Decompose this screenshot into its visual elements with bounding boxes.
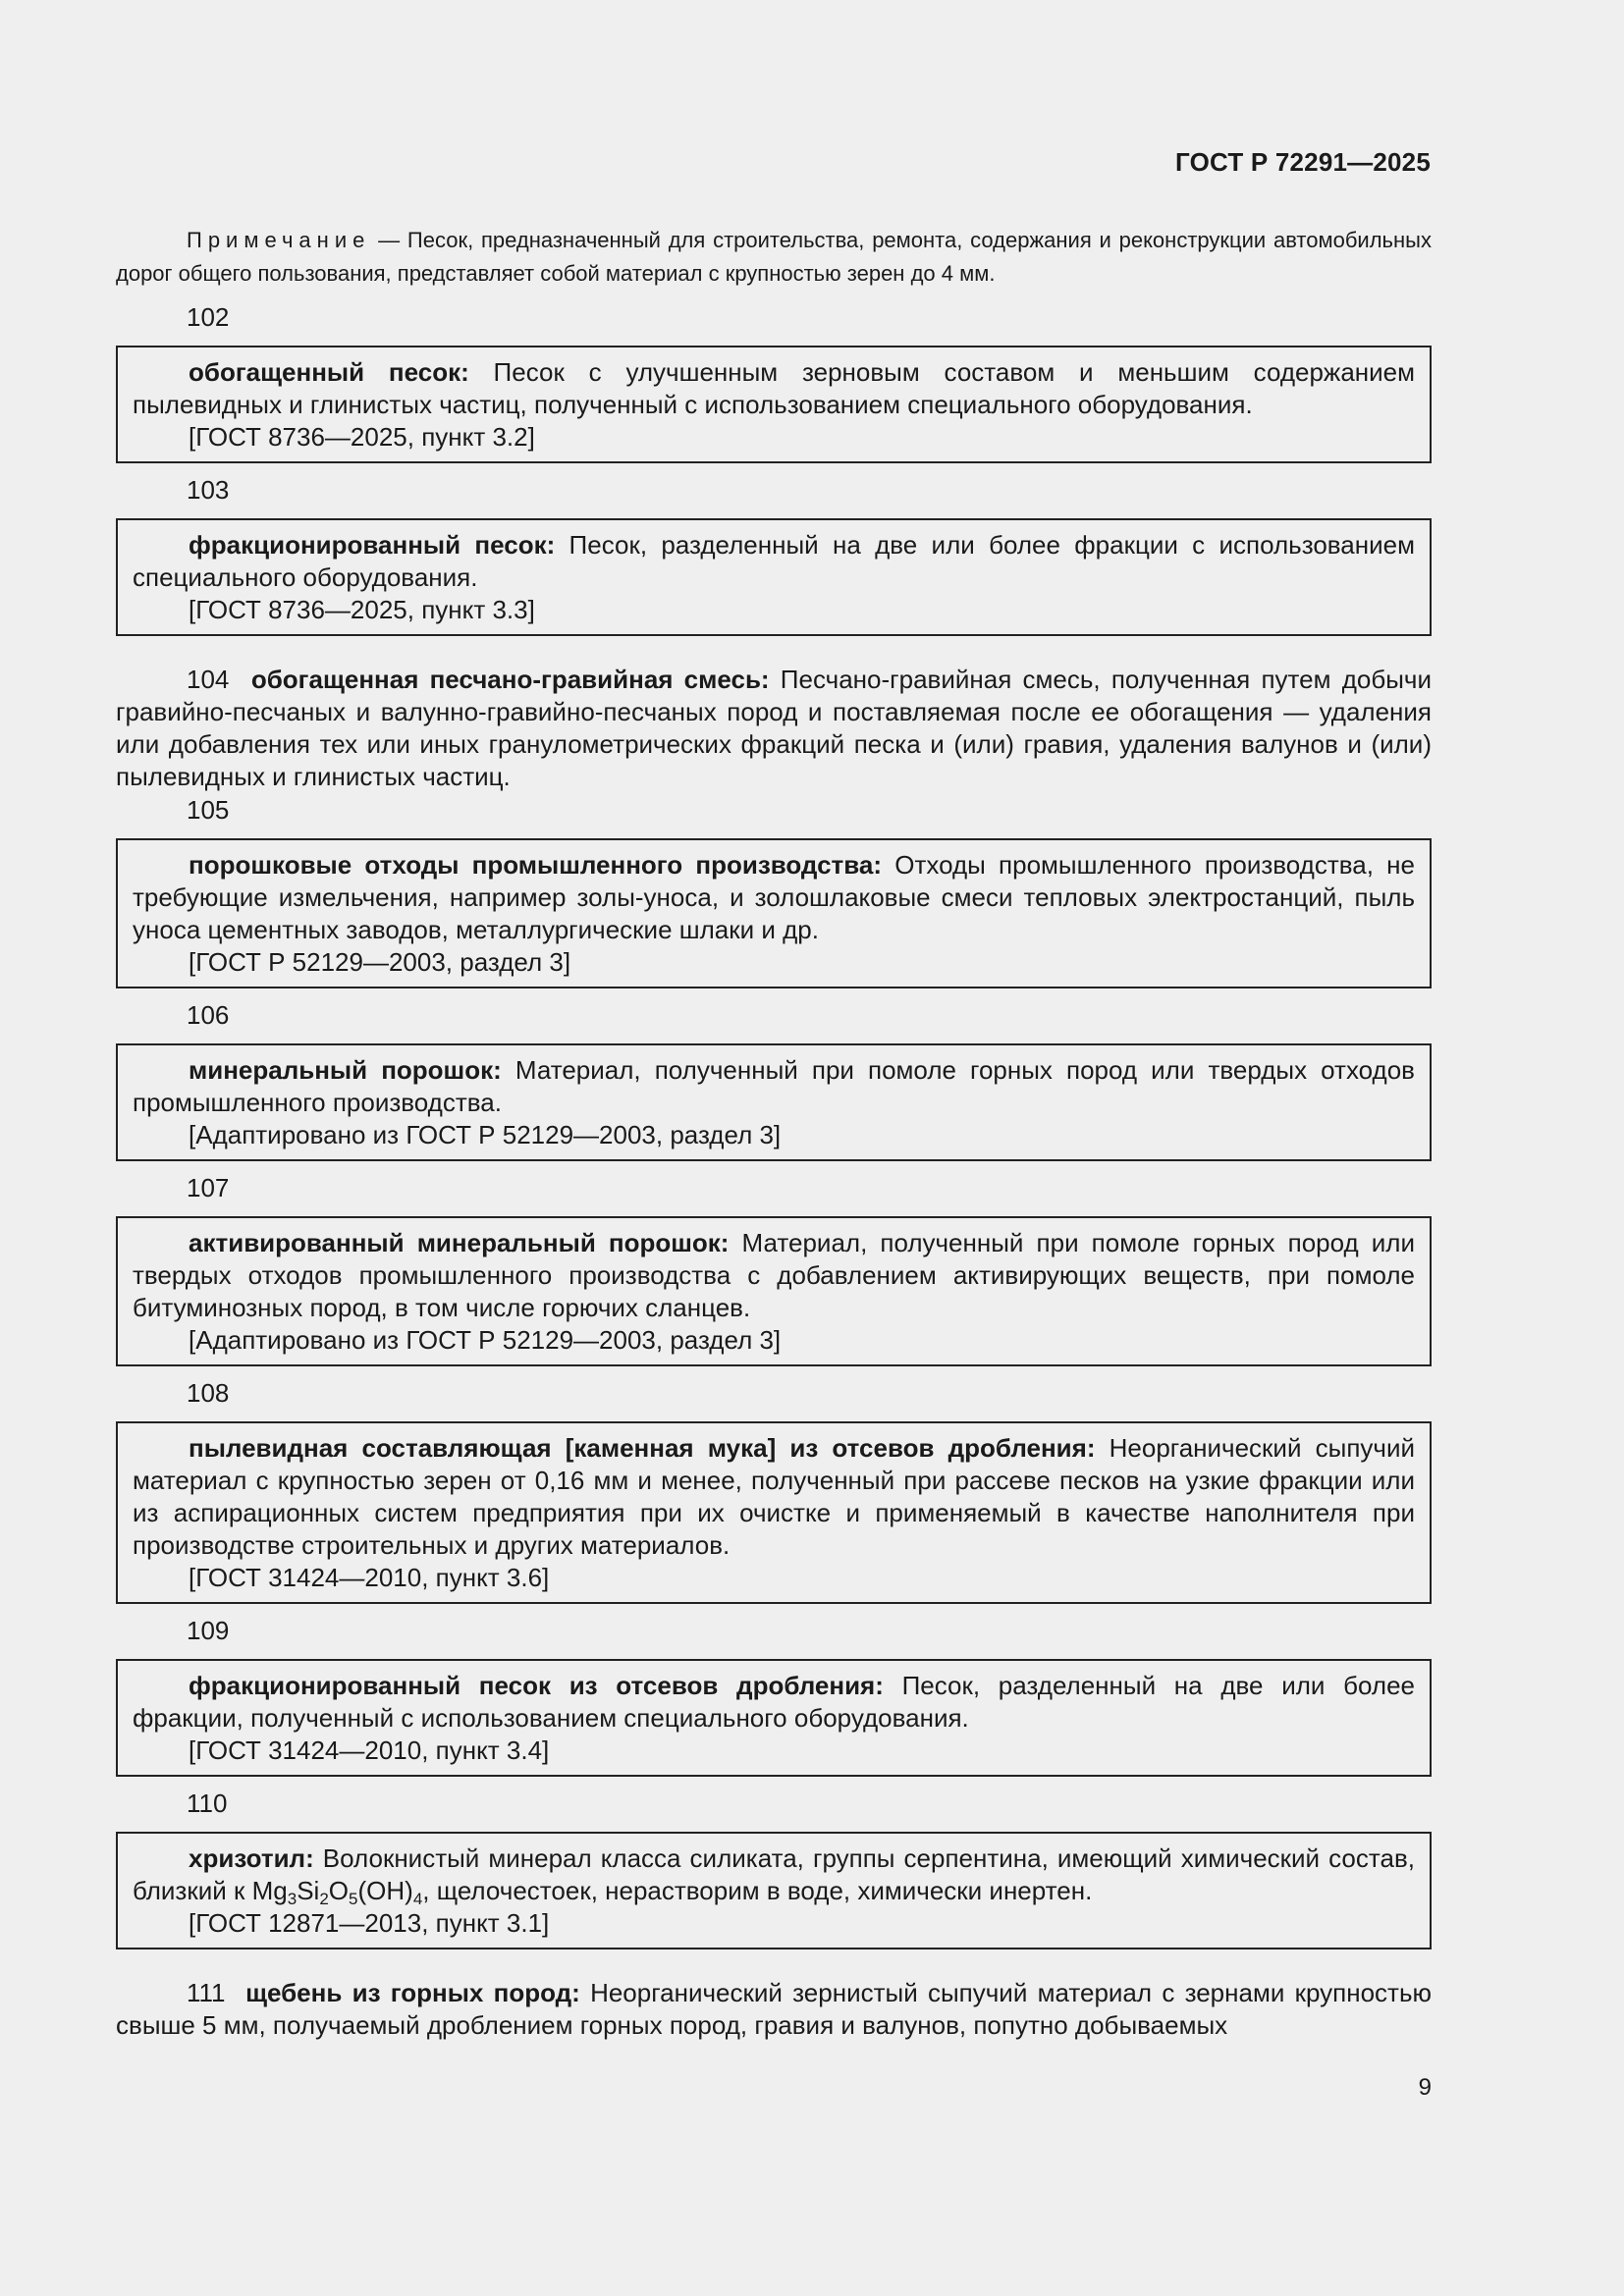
term-definition [133,356,1415,421]
term-source: [ГОСТ 8736—2025, пункт 3.2] [189,422,535,452]
term-box [116,1421,1432,1604]
term-name: хризотил: [189,1843,314,1873]
entry-number: 107 [187,1173,230,1202]
entry-number: 109 [187,1616,230,1645]
term-source: [ГОСТ 8736—2025, пункт 3.3] [189,595,535,624]
page-number: 9 [1418,2074,1432,2101]
term-source: [ГОСТ 31424—2010, пункт 3.4] [189,1735,550,1765]
term-box [116,1832,1432,1949]
entry-number: 106 [187,1000,230,1030]
definition-text: Песчано-гравийная смесь, полученная путем добычи гравийно-песчаных и валунно-гравийно-песчаных пород и поставляемая после ее обогащения — удаления или добавления тех или иных гранулометрических фракций песка и (или) гравия, удаления валунов и (или) пылевидных и глинистых частиц. [116,665,1432,791]
definition-text: , щелочестоек, нерастворим в воде, химически инертен. [422,1876,1093,1905]
chemical-formula: $Mg_3Si_2O_5(OH)_4$ [251,1876,423,1908]
term-name: фракционированный песок: [189,530,556,560]
term-definition [133,1227,1415,1324]
term-name: порошковые отходы промышленного производства: [189,850,883,880]
term-box [116,346,1432,463]
definition-text: Материал, полученный при помоле горных пород или твердых отходов промышленного производства с добавлением активирующих веществ, при помоле битуминозных пород, в том числе горючих сланцев. [133,1228,1415,1322]
definition-text: Неорганический сыпучий материал с крупностью зерен от 0,16 мм и менее, полученный при рассеве песков на узкие фракции или из аспирационных систем предприятия при их очистке и применяемый в качестве наполнителя при производстве строительных и других материалов. [133,1433,1415,1560]
term-definition [133,849,1415,946]
term-source: [ГОСТ 31424—2010, пункт 3.6] [189,1563,550,1592]
term-box [116,838,1432,988]
term-definition [133,1670,1415,1735]
term-box [116,1043,1432,1161]
term-paragraph [116,1977,1432,2042]
definition-text: Песок, разделенный на две или более фракции, полученный с использованием специального оборудования. [133,1671,1415,1733]
entry-number: 110 [187,1789,228,1818]
term-name: щебень из горных пород: [245,1978,580,2007]
definition-text: Песок, разделенный на две или более фракции с использованием специального оборудования. [133,530,1415,592]
term-source: [ГОСТ Р 52129—2003, раздел 3] [189,947,571,977]
definition-text: Песок с улучшенным зерновым составом и меньшим содержанием пылевидных и глинистых частиц, полученный с использованием специального оборудования. [133,357,1415,419]
page-content [116,224,1432,2042]
note-paragraph [116,224,1432,291]
term-source: [Адаптировано из ГОСТ Р 52129—2003, раздел 3] [189,1120,782,1149]
term-name: активированный минеральный порошок: [189,1228,730,1257]
term-box [116,1659,1432,1777]
term-name: фракционированный песок из отсевов дробления: [189,1671,884,1700]
term-definition [133,1054,1415,1119]
term-definition [133,1842,1415,1907]
term-source: [ГОСТ 12871—2013, пункт 3.1] [189,1908,550,1938]
term-box [116,518,1432,636]
note-text: — Песок, предназначенный для строительства, ремонта, содержания и реконструкции автомобильных дорог общего пользования, представляет собой материал с крупностью зерен до 4 мм. [116,228,1432,286]
entry-number: 103 [187,475,230,505]
term-paragraph [116,664,1432,793]
entry-number: 105 [187,795,230,825]
definition-text: Материал, полученный при помоле горных пород или твердых отходов промышленного производства. [133,1055,1415,1117]
term-name: обогащенная песчано-гравийная смесь: [250,665,770,694]
entry-number-inline: 111 [187,1978,226,2007]
term-name: пылевидная составляющая [каменная мука] из отсевов дробления: [189,1433,1096,1463]
entry-number-inline: 104 [187,665,230,694]
term-box [116,1216,1432,1366]
definition-text: Волокнистый минерал класса силиката, группы серпентина, имеющий химический состав, близкий к [133,1843,1415,1905]
term-name: минеральный порошок: [189,1055,502,1085]
document-id-header: ГОСТ Р 72291—2025 [1175,147,1431,177]
definition-text: Отходы промышленного производства, не требующие измельчения, например золы-уноса, и золошлаковые смеси тепловых электростанций, пыль уноса цементных заводов, металлургические шлаки и др. [133,850,1415,944]
entry-number: 102 [187,302,230,332]
note-label: Примечание [187,228,371,252]
entry-number: 108 [187,1378,230,1408]
definition-text: Неорганический зернистый сыпучий материал с зернами крупностью свыше 5 мм, получаемый дроблением горных пород, гравия и валунов, попутно добываемых [116,1978,1432,2040]
term-name: обогащенный песок: [189,357,469,387]
term-definition [133,529,1415,594]
term-definition [133,1432,1415,1562]
term-source: [Адаптировано из ГОСТ Р 52129—2003, раздел 3] [189,1325,782,1355]
